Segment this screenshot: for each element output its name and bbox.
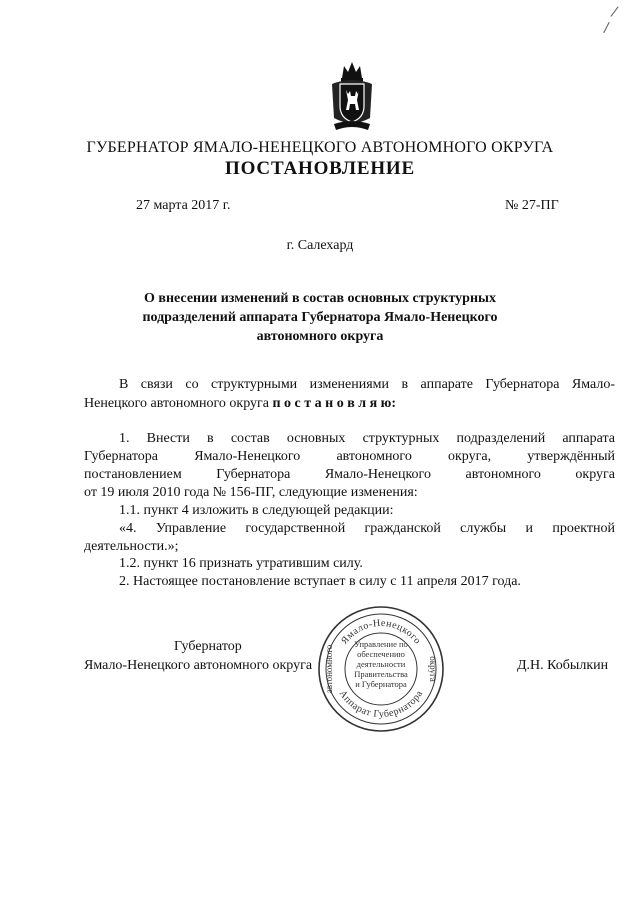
subject-line-2: подразделений аппарата Губернатора Ямало-Ненецкого — [142, 310, 498, 325]
item-2: 2. Настоящее постановление вступает в силу с 11 апреля 2017 года. — [119, 574, 521, 589]
quote-line-1: «4. Управление государственной гражданской службы и проектной — [119, 521, 615, 536]
stamp-inner-line-1: Управление по — [354, 639, 408, 649]
subject-line-3: автономного округа — [256, 329, 384, 344]
item-1-line-3: постановлением Губернатора Ямало-Ненецкого автономного округа — [84, 467, 615, 482]
item-1-line-4: от 19 июля 2010 года № 156-ПГ, следующие изменения: — [84, 485, 418, 500]
quote-line-2: деятельности.»; — [84, 539, 179, 554]
signatory-title-1: Губернатор — [174, 639, 242, 654]
stamp-ring-bottom: Аппарат Губернатора — [336, 688, 426, 721]
item-1-1: 1.1. пункт 4 изложить в следующей редакции: — [119, 503, 394, 518]
preamble-text: Ненецкого автономного округа — [84, 396, 273, 411]
corner-mark: / — [609, 3, 620, 21]
stamp-inner-line-2: обеспечению — [357, 649, 405, 659]
official-stamp — [316, 604, 446, 734]
authority-title: ГУБЕРНАТОР ЯМАЛО-НЕНЕЦКОГО АВТОНОМНОГО ОКРУГА — [86, 139, 554, 156]
coat-of-arms-emblem — [326, 58, 378, 136]
item-1-line-1: 1. Внести в состав основных структурных подразделений аппарата — [119, 431, 615, 446]
stamp-ring-top: Ямало-Ненецкого — [339, 617, 423, 647]
item-1-line-2: Губернатора Ямало-Ненецкого автономного округа, утверждённый — [84, 449, 615, 464]
document-date: 27 марта 2017 г. — [136, 198, 231, 213]
signatory-name: Д.Н. Кобылкин — [517, 658, 609, 673]
svg-text:Аппарат Губернатора — [337, 688, 426, 720]
document-subject — [0, 289, 640, 346]
preamble-line-2 — [84, 394, 396, 413]
stamp-ring-right: округа — [428, 656, 438, 682]
stamp-inner-line-5: и Губернатора — [355, 679, 407, 689]
document-type: ПОСТАНОВЛЕНИЕ — [225, 158, 415, 179]
subject-line-1: О внесении изменений в состав основных структурных — [144, 291, 496, 306]
stamp-inner-line-3: деятельности — [356, 659, 406, 669]
preamble-line-1: В связи со структурными изменениями в аппарате Губернатора Ямало- — [119, 377, 615, 392]
signatory-title-2: Ямало-Ненецкого автономного округа — [84, 658, 313, 673]
item-1-2: 1.2. пункт 16 признать утратившим силу. — [119, 556, 363, 571]
stamp-inner-line-4: Правительства — [354, 669, 408, 679]
document-place: г. Салехард — [286, 238, 354, 253]
corner-mark-2: / — [602, 19, 611, 37]
document-number: № 27-ПГ — [505, 198, 559, 213]
resolution-word: п о с т а н о в л я ю: — [272, 396, 397, 411]
stamp-ring-left: автономного — [324, 644, 334, 694]
